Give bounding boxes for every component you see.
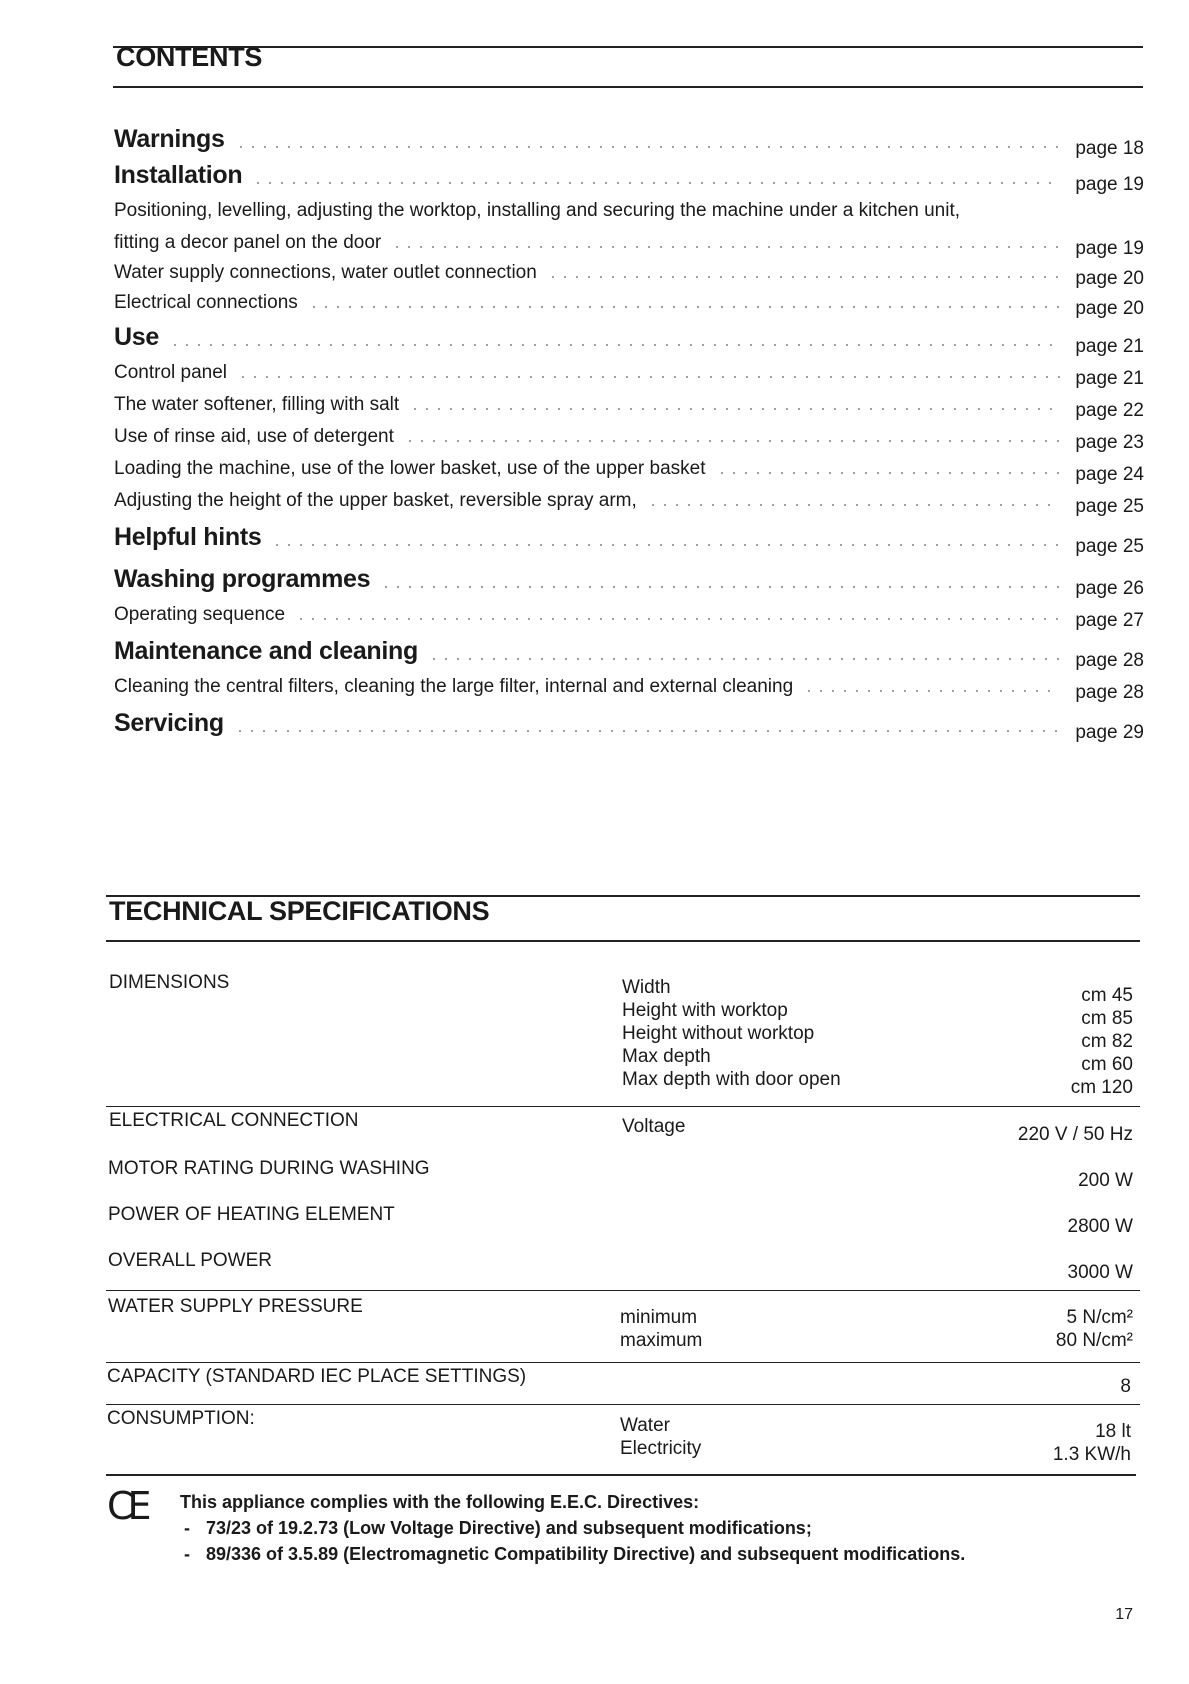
toc-entry-text: Operating sequence bbox=[114, 604, 286, 625]
dot-leader bbox=[404, 440, 1060, 442]
dot-leader bbox=[803, 690, 1060, 692]
toc-entry-control-panel bbox=[114, 352, 1144, 389]
dot-leader bbox=[169, 344, 1060, 346]
directive-text: 89/336 of 3.5.89 (Electromagnetic Compatibility Directive) and subsequent modifications. bbox=[206, 1544, 966, 1564]
page-number: 17 bbox=[1115, 1606, 1133, 1623]
divider bbox=[106, 1362, 1140, 1363]
divider bbox=[106, 1290, 1140, 1291]
toc-entry-text: Warnings bbox=[114, 125, 225, 153]
toc-entry-text: Washing programmes bbox=[114, 565, 371, 593]
toc-entry-loading bbox=[114, 448, 1144, 485]
toc-entry-helpful-hints bbox=[114, 512, 1144, 557]
spec-value-capacity: 8 bbox=[1120, 1376, 1131, 1397]
toc-entry-text: Cleaning the central filters, cleaning the large filter, internal and external cleaning bbox=[114, 676, 794, 697]
toc-entry-use bbox=[114, 314, 1144, 357]
toc-page-ref: page 22 bbox=[1075, 400, 1144, 421]
spec-name: Width bbox=[622, 977, 671, 998]
toc-page-ref: page 20 bbox=[1075, 298, 1144, 319]
toc-page-ref: page 20 bbox=[1075, 268, 1144, 289]
toc-entry-washing-programmes bbox=[114, 552, 1144, 599]
spec-label-overall: OVERALL POWER bbox=[108, 1250, 273, 1271]
compliance-intro: This appliance complies with the following E.E.C. Directives: bbox=[180, 1492, 700, 1512]
consumption-names bbox=[620, 1414, 701, 1460]
water-pressure-names bbox=[620, 1306, 702, 1352]
toc-entry-text: Water supply connections, water outlet connection bbox=[114, 262, 537, 283]
spec-value: 5 N/cm² bbox=[1066, 1307, 1133, 1328]
toc-page-ref: page 24 bbox=[1075, 464, 1144, 485]
toc-page-ref: page 29 bbox=[1075, 722, 1144, 743]
dot-leader bbox=[391, 246, 1060, 248]
spec-value-voltage: 220 V / 50 Hz bbox=[1017, 1124, 1133, 1145]
toc-entry-text: The water softener, filling with salt bbox=[114, 394, 400, 415]
dot-leader bbox=[295, 618, 1060, 620]
toc-page-ref: page 23 bbox=[1075, 432, 1144, 453]
spec-value: cm 120 bbox=[1070, 1077, 1133, 1098]
contents-title: CONTENTS bbox=[116, 42, 263, 72]
toc-entry-text: Adjusting the height of the upper basket, reversible spray arm, bbox=[114, 490, 637, 511]
divider bbox=[106, 1106, 1140, 1107]
toc-page-ref: page 21 bbox=[1075, 368, 1144, 389]
divider bbox=[106, 1404, 1140, 1405]
spec-value-overall: 3000 W bbox=[1067, 1262, 1133, 1283]
spec-name: Electricity bbox=[620, 1438, 702, 1459]
spec-label-electrical: ELECTRICAL CONNECTION bbox=[109, 1110, 359, 1131]
toc-entry-maintenance bbox=[114, 626, 1144, 671]
spec-name-voltage: Voltage bbox=[622, 1116, 686, 1137]
toc-page-ref: page 26 bbox=[1075, 578, 1144, 599]
toc-entry-cleaning-filters bbox=[114, 666, 1144, 703]
toc-entry-text: Loading the machine, use of the lower basket, use of the upper basket bbox=[114, 458, 706, 479]
toc-entry-text: Installation bbox=[114, 161, 243, 189]
dimensions-values bbox=[1071, 984, 1133, 1099]
spec-value: cm 60 bbox=[1081, 1054, 1133, 1075]
toc-entry-text: Helpful hints bbox=[114, 523, 262, 551]
spec-name: Height with worktop bbox=[622, 1000, 788, 1021]
toc-entry-text: Maintenance and cleaning bbox=[114, 637, 418, 665]
divider bbox=[106, 1474, 1136, 1476]
spec-value: cm 85 bbox=[1081, 1008, 1133, 1029]
contents-top-rule bbox=[113, 46, 1143, 48]
specs-title-rule bbox=[106, 940, 1140, 942]
toc-entry-text: Electrical connections bbox=[114, 292, 298, 313]
spec-name: Max depth bbox=[622, 1046, 711, 1067]
spec-name: Water bbox=[620, 1415, 670, 1436]
water-pressure-values bbox=[1056, 1306, 1133, 1352]
toc-page-ref: page 18 bbox=[1075, 138, 1144, 159]
toc-entry-text: Positioning, levelling, adjusting the worktop, installing and securing the machine under a kitchen unit, bbox=[114, 200, 961, 221]
dot-leader bbox=[235, 146, 1060, 148]
dimensions-names bbox=[622, 976, 841, 1091]
spec-name: Max depth with door open bbox=[622, 1069, 841, 1090]
spec-value: 1.3 KW/h bbox=[1052, 1444, 1131, 1465]
spec-value: 80 N/cm² bbox=[1055, 1330, 1133, 1351]
spec-label-dimensions: DIMENSIONS bbox=[109, 972, 230, 993]
dot-leader bbox=[237, 376, 1060, 378]
toc-entry-water-supply bbox=[114, 254, 1144, 289]
list-dash: - bbox=[184, 1544, 190, 1564]
dot-leader bbox=[380, 586, 1060, 588]
toc-entry-installation bbox=[114, 154, 1144, 195]
toc-page-ref: page 21 bbox=[1075, 336, 1144, 357]
toc-entry-warnings bbox=[114, 116, 1144, 159]
spec-name: Height without worktop bbox=[622, 1023, 815, 1044]
toc-entry-text: Use of rinse aid, use of detergent bbox=[114, 426, 394, 447]
toc-entry-text: fitting a decor panel on the door bbox=[114, 232, 382, 253]
spec-value: cm 82 bbox=[1081, 1031, 1133, 1052]
toc-entry-text: Use bbox=[114, 323, 159, 351]
spec-value-motor: 200 W bbox=[1078, 1170, 1133, 1191]
spec-label-consumption: CONSUMPTION: bbox=[107, 1408, 255, 1429]
spec-label-water-pressure: WATER SUPPLY PRESSURE bbox=[108, 1296, 363, 1317]
contents-bottom-rule bbox=[113, 86, 1143, 88]
toc-entry-servicing bbox=[114, 698, 1144, 743]
dot-leader bbox=[547, 276, 1060, 278]
toc-page-ref: page 27 bbox=[1075, 610, 1144, 631]
toc-entry-electrical bbox=[114, 284, 1144, 319]
specs-title: TECHNICAL SPECIFICATIONS bbox=[109, 896, 490, 926]
list-dash: - bbox=[184, 1518, 190, 1538]
dot-leader bbox=[271, 544, 1060, 546]
dot-leader bbox=[409, 408, 1060, 410]
spec-label-motor: MOTOR RATING DURING WASHING bbox=[108, 1158, 430, 1179]
spec-value-heating: 2800 W bbox=[1067, 1216, 1133, 1237]
spec-value: cm 45 bbox=[1081, 985, 1133, 1006]
toc-page-ref: page 25 bbox=[1075, 496, 1144, 517]
toc-page-ref: page 28 bbox=[1075, 682, 1144, 703]
compliance-statement bbox=[180, 1489, 965, 1567]
dot-leader bbox=[647, 504, 1060, 506]
toc-entry-positioning bbox=[114, 190, 1144, 222]
toc-entry-text: Servicing bbox=[114, 709, 224, 737]
spec-value: 18 lt bbox=[1095, 1421, 1131, 1442]
toc-page-ref: page 28 bbox=[1075, 650, 1144, 671]
consumption-values bbox=[1053, 1420, 1131, 1466]
toc-page-ref: page 19 bbox=[1075, 238, 1144, 259]
toc-page-ref: page 25 bbox=[1075, 536, 1144, 557]
dot-leader bbox=[252, 182, 1060, 184]
toc-entry-text: Control panel bbox=[114, 362, 228, 383]
toc-page-ref: page 19 bbox=[1075, 174, 1144, 195]
ce-mark-icon: CE bbox=[107, 1484, 146, 1528]
directive-text: 73/23 of 19.2.73 (Low Voltage Directive) and subsequent modifications; bbox=[206, 1518, 812, 1538]
toc-entry-operating-sequence bbox=[114, 594, 1144, 631]
spec-name: minimum bbox=[620, 1307, 698, 1328]
table-of-contents bbox=[114, 116, 1144, 743]
spec-name: maximum bbox=[620, 1330, 703, 1351]
directive-item bbox=[180, 1541, 965, 1567]
dot-leader bbox=[308, 306, 1060, 308]
toc-entry-decor-panel bbox=[114, 222, 1144, 259]
spec-label-heating: POWER OF HEATING ELEMENT bbox=[108, 1204, 395, 1225]
toc-entry-rinse-aid bbox=[114, 416, 1144, 453]
toc-entry-upper-basket bbox=[114, 480, 1144, 517]
toc-entry-water-softener bbox=[114, 384, 1144, 421]
spec-label-capacity: CAPACITY (STANDARD IEC PLACE SETTINGS) bbox=[107, 1366, 527, 1387]
directive-item bbox=[180, 1515, 965, 1541]
dot-leader bbox=[234, 730, 1060, 732]
dot-leader bbox=[716, 472, 1061, 474]
dot-leader bbox=[428, 658, 1060, 660]
